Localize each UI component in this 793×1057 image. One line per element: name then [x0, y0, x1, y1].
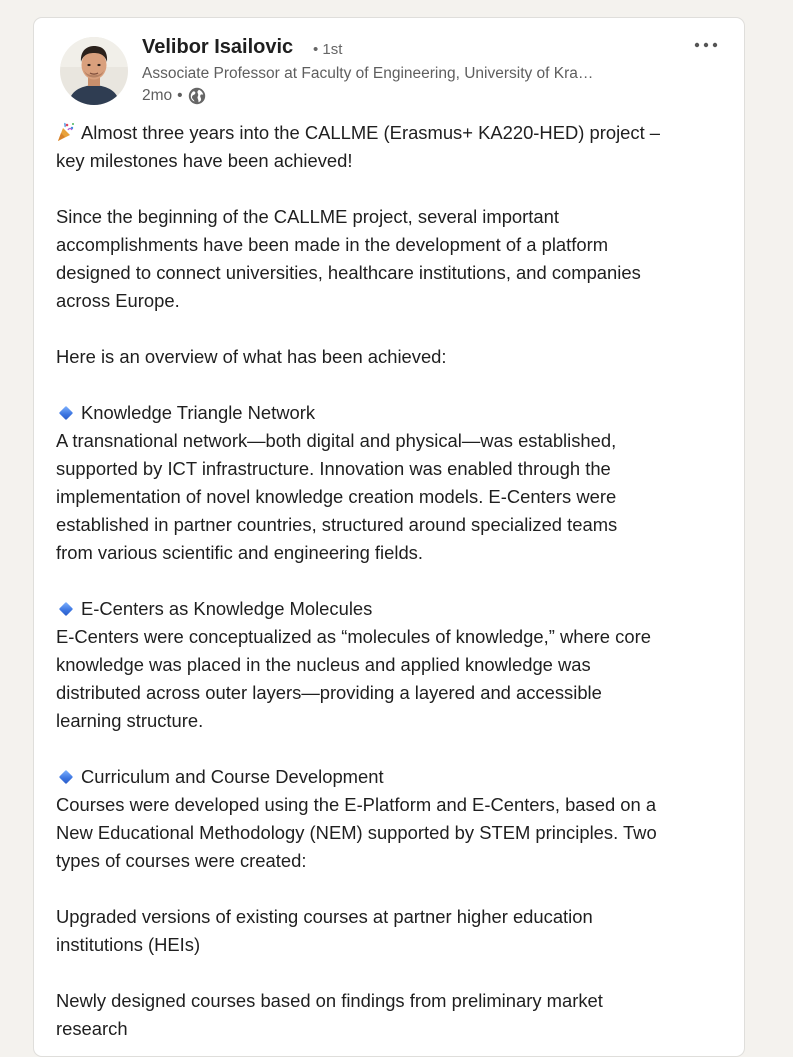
author-avatar[interactable]	[60, 37, 128, 105]
post-text-span: knowledge was placed in the nucleus and applied knowledge was	[56, 654, 591, 675]
post-text-span: implementation of novel knowledge creation models. E-Centers were	[56, 486, 617, 507]
post-text-line	[56, 231, 736, 259]
post-text-line	[56, 483, 736, 511]
post-text-line	[56, 987, 736, 1015]
section-heading: E-Centers as Knowledge Molecules	[81, 598, 373, 619]
post-text-line	[56, 595, 736, 623]
post-text-line	[56, 539, 736, 567]
blank-line	[56, 175, 736, 203]
post-text-line	[56, 707, 736, 735]
blank-line	[56, 875, 736, 903]
post-text-line	[56, 287, 736, 315]
post-text-line	[56, 399, 736, 427]
post-timestamp: 2mo	[142, 87, 173, 104]
post-text-span: key milestones have been achieved!	[56, 150, 353, 171]
author-headline: Associate Professor at Faculty of Engineering, University of Kra…	[142, 65, 594, 82]
post-text-line	[56, 147, 736, 175]
party-popper-icon	[56, 122, 76, 142]
meta-separator: •	[177, 87, 183, 104]
post-text-span: Courses were developed using the E-Platform and E-Centers, based on a	[56, 794, 657, 815]
blank-line	[56, 371, 736, 399]
post-text-span: Almost three years into the CALLME (Erasmus+ KA220-HED) project –	[81, 122, 661, 143]
post-text-span: research	[56, 1018, 128, 1039]
blank-line	[56, 567, 736, 595]
top-navigation-bar	[0, 0, 793, 6]
post-text-line	[56, 203, 736, 231]
post-text-line	[56, 791, 736, 819]
post-text-span: Here is an overview of what has been achieved:	[56, 346, 447, 367]
post-text-span: Since the beginning of the CALLME project, several important	[56, 206, 559, 227]
post-text-span: New Educational Methodology (NEM) supported by STEM principles. Two	[56, 822, 657, 843]
post-text-line	[56, 819, 736, 847]
post-text-span: from various scientific and engineering fields.	[56, 542, 423, 563]
post-text-line	[56, 763, 736, 791]
post-text-span: E-Centers were conceptualized as “molecules of knowledge,” where core	[56, 626, 651, 647]
post-text-span: Newly designed courses based on findings from preliminary market	[56, 990, 603, 1011]
post-text-span: across Europe.	[56, 290, 180, 311]
post-text-line	[56, 679, 736, 707]
post-meta	[142, 87, 206, 105]
avatar-photo	[60, 37, 128, 105]
post-text-span: types of courses were created:	[56, 850, 307, 871]
post-text-span: designed to connect universities, healthcare institutions, and companies	[56, 262, 641, 283]
blank-line	[56, 315, 736, 343]
post-text-line	[56, 931, 736, 959]
post-text-line	[56, 511, 736, 539]
post-text-line	[56, 343, 736, 371]
post-text-line	[56, 903, 736, 931]
blank-line	[56, 735, 736, 763]
post-text-line	[56, 259, 736, 287]
feed-post-card	[33, 17, 745, 1057]
section-heading: Curriculum and Course Development	[81, 766, 384, 787]
post-text	[56, 119, 736, 1043]
post-text-span: supported by ICT infrastructure. Innovation was enabled through the	[56, 458, 611, 479]
post-text-line	[56, 651, 736, 679]
post-text-span: A transnational network—both digital and physical—was established,	[56, 430, 617, 451]
post-text-line	[56, 1015, 736, 1043]
section-heading: Knowledge Triangle Network	[81, 402, 316, 423]
post-text-line	[56, 623, 736, 651]
post-text-span: learning structure.	[56, 710, 204, 731]
author-name[interactable]: Velibor Isailovic	[142, 36, 294, 58]
post-text-line	[56, 847, 736, 875]
blue-diamond-icon	[59, 770, 73, 784]
connection-degree: • 1st	[313, 41, 343, 58]
post-text-span: accomplishments have been made in the development of a platform	[56, 234, 609, 255]
blue-diamond-icon	[59, 406, 73, 420]
post-text-span: established in partner countries, structured around specialized teams	[56, 514, 618, 535]
more-horizontal-icon	[694, 42, 718, 48]
post-text-span: Upgraded versions of existing courses at partner higher education	[56, 906, 593, 927]
post-text-span: distributed across outer layers—providing a layered and accessible	[56, 682, 602, 703]
post-text-line	[56, 427, 736, 455]
blue-diamond-icon	[59, 602, 73, 616]
post-text-span: institutions (HEIs)	[56, 934, 201, 955]
more-options-button[interactable]	[691, 34, 721, 56]
globe-icon	[188, 87, 206, 105]
post-text-line	[56, 119, 736, 147]
blank-line	[56, 959, 736, 987]
post-text-line	[56, 455, 736, 483]
